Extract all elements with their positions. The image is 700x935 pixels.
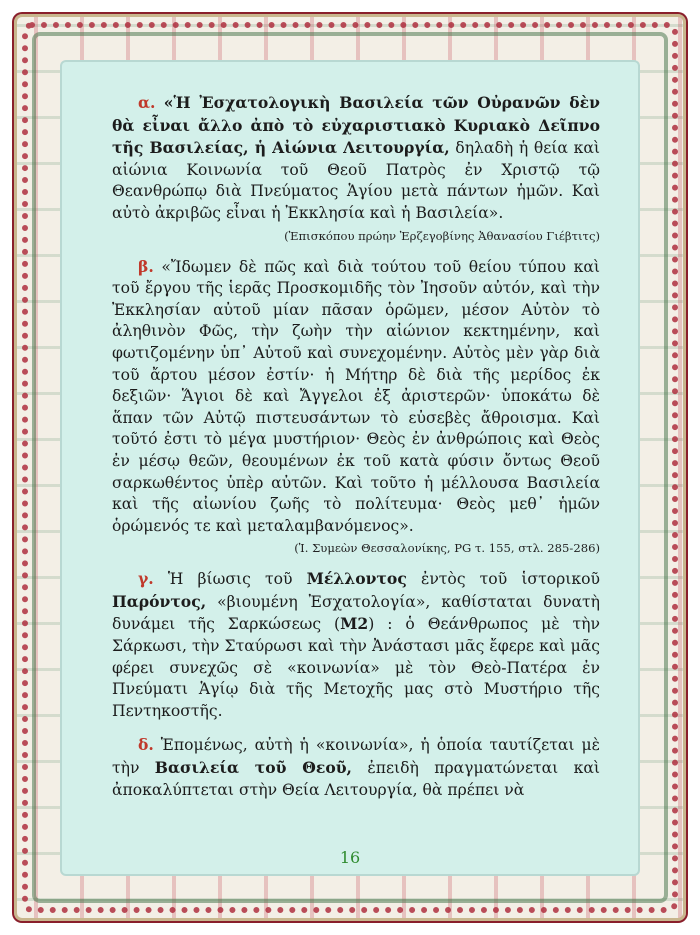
paragraph-delta: [112, 734, 600, 801]
paragraph-beta: [112, 256, 600, 538]
body-text: Ἑπομένως, αὐτὴ ἡ «κοινωνία», ἡ ὁποία ταυτίζεται μὲ τὴν: [112, 736, 600, 778]
section-label: δ.: [138, 735, 154, 755]
text-block: [112, 92, 600, 801]
section-label: γ.: [138, 569, 154, 589]
body-text: ἐντὸς τοῦ ἱστορικοῦ: [406, 570, 600, 589]
bold-term: Μέλλοντος: [306, 569, 407, 589]
quote-text: «Ἴδωμεν δὲ πῶς καὶ διὰ τούτου τοῦ θείου τύπου καὶ τοῦ ἔργου τῆς ἱερᾶς Προσκομιδῆς τὸν Ἰησοῦν αὐτόν, καὶ τὴν Ἐκκλησίαν αὐτοῦ μίαν πᾶσαν ὁρῶμεν, μέσον Αὐτὸν τὸ ἀληθινὸν Φῶς, τὴν ζωὴν τὴν αἰώνιον κεκτημένην, καὶ φωτιζομένην ὑπ᾽ Αὐτοῦ καὶ συνεχομένην. Αὐτὸς μὲν γὰρ διὰ τοῦ ἄρτου μέσον ἐστίν· ἡ Μήτηρ δὲ διὰ τῆς μερίδος ἐκ δεξιῶν· Ἅγιοι δὲ καὶ Ἄγγελοι ἐξ ἀριστερῶν· ὑποκάτω δὲ ἅπαν τῶν Αὐτῷ πιστευσάντων τὸ εὐσεβὲς ἄθροισμα. Καὶ τοῦτό ἐστι τὸ μέγα μυστήριον· Θεὸς ἐν ἀνθρώποις καὶ Θεὸς ἐν μέσῳ θεῶν, θεουμένων ἐκ τοῦ κατὰ φύσιν ὄντως Θεοῦ σαρκωθέντος ὑπὲρ αὐτῶν. Καὶ τοῦτο ἡ μέλλουσα Βασιλεία καὶ τῆς αἰωνίου ζωῆς τὸ πολίτευμα· Θεὸς μεθ᾽ ἡμῶν ὁρώμενός τε καὶ μεταλαμβανόμενος».: [112, 257, 600, 535]
body-text: ) : ὁ Θεάνθρωπος μὲ τὴν Σάρκωσι, τὴν Σταύρωσι καὶ τὴν Ἀνάστασι μᾶς ἔφερε καὶ μᾶς φέρει συνεχῶς σὲ «κοινωνία» μὲ τὸν Θεὸ-Πατέρα ἐν Πνεύματι Ἁγίῳ διὰ τῆς Μετοχῆς μας στὸ Μυστήριο τῆς Πεντηκοστῆς.: [112, 615, 601, 720]
body-text: ἐπειδὴ πραγματώνεται καὶ ἀποκαλύπτεται στὴν Θεία Λειτουργία, θὰ πρέπει νὰ: [112, 759, 601, 799]
quote-text: δηλαδὴ ἡ θεία καὶ αἰώνια Κοινωνία τοῦ Θεοῦ Πατρὸς ἐν Χριστῷ τῷ Θεανθρώπῳ διὰ Πνεύματος Ἁγίου μετὰ πάντων ἡμῶν. Καὶ αὐτὸ ἀκριβῶς εἶναι ἡ Ἐκκλησία καὶ ἡ Βασιλεία».: [112, 139, 600, 222]
bold-term: Παρόντος,: [112, 591, 207, 611]
bold-quote: «Ἡ Ἐσχατολογικὴ Βασιλεία τῶν Οὐρανῶν δὲν θὰ εἶναι ἄλλο ἀπὸ τὸ εὐχαριστιακὸ Κυριακὸ Δεῖπνο τῆς Βασιλείας, ἡ Αἰώνια Λειτουργία,: [112, 93, 600, 158]
body-text: Ἡ βίωσις τοῦ: [153, 570, 307, 589]
page-number: 16: [339, 848, 361, 867]
paragraph-alpha: [112, 92, 600, 225]
citation: (Ἱ. Συμεὼν Θεσσαλονίκης, PG τ. 155, στλ. 285-286): [294, 541, 600, 556]
body-text: «βιουμένη Ἐσχατολογία», καθίσταται δυνατὴ δυνάμει τῆς Σαρκώσεως (: [112, 592, 600, 634]
section-label: α.: [138, 93, 156, 112]
paragraph-gamma: [112, 568, 600, 722]
citation: (Ἐπισκόπου πρώην Ἐρζεγοβίνης Ἀθανασίου Γιέβτιτς): [284, 228, 600, 243]
bold-term: Βασιλεία τοῦ Θεοῦ,: [154, 758, 352, 778]
bold-reference: Μ2: [340, 614, 369, 634]
section-label: β.: [138, 256, 154, 276]
